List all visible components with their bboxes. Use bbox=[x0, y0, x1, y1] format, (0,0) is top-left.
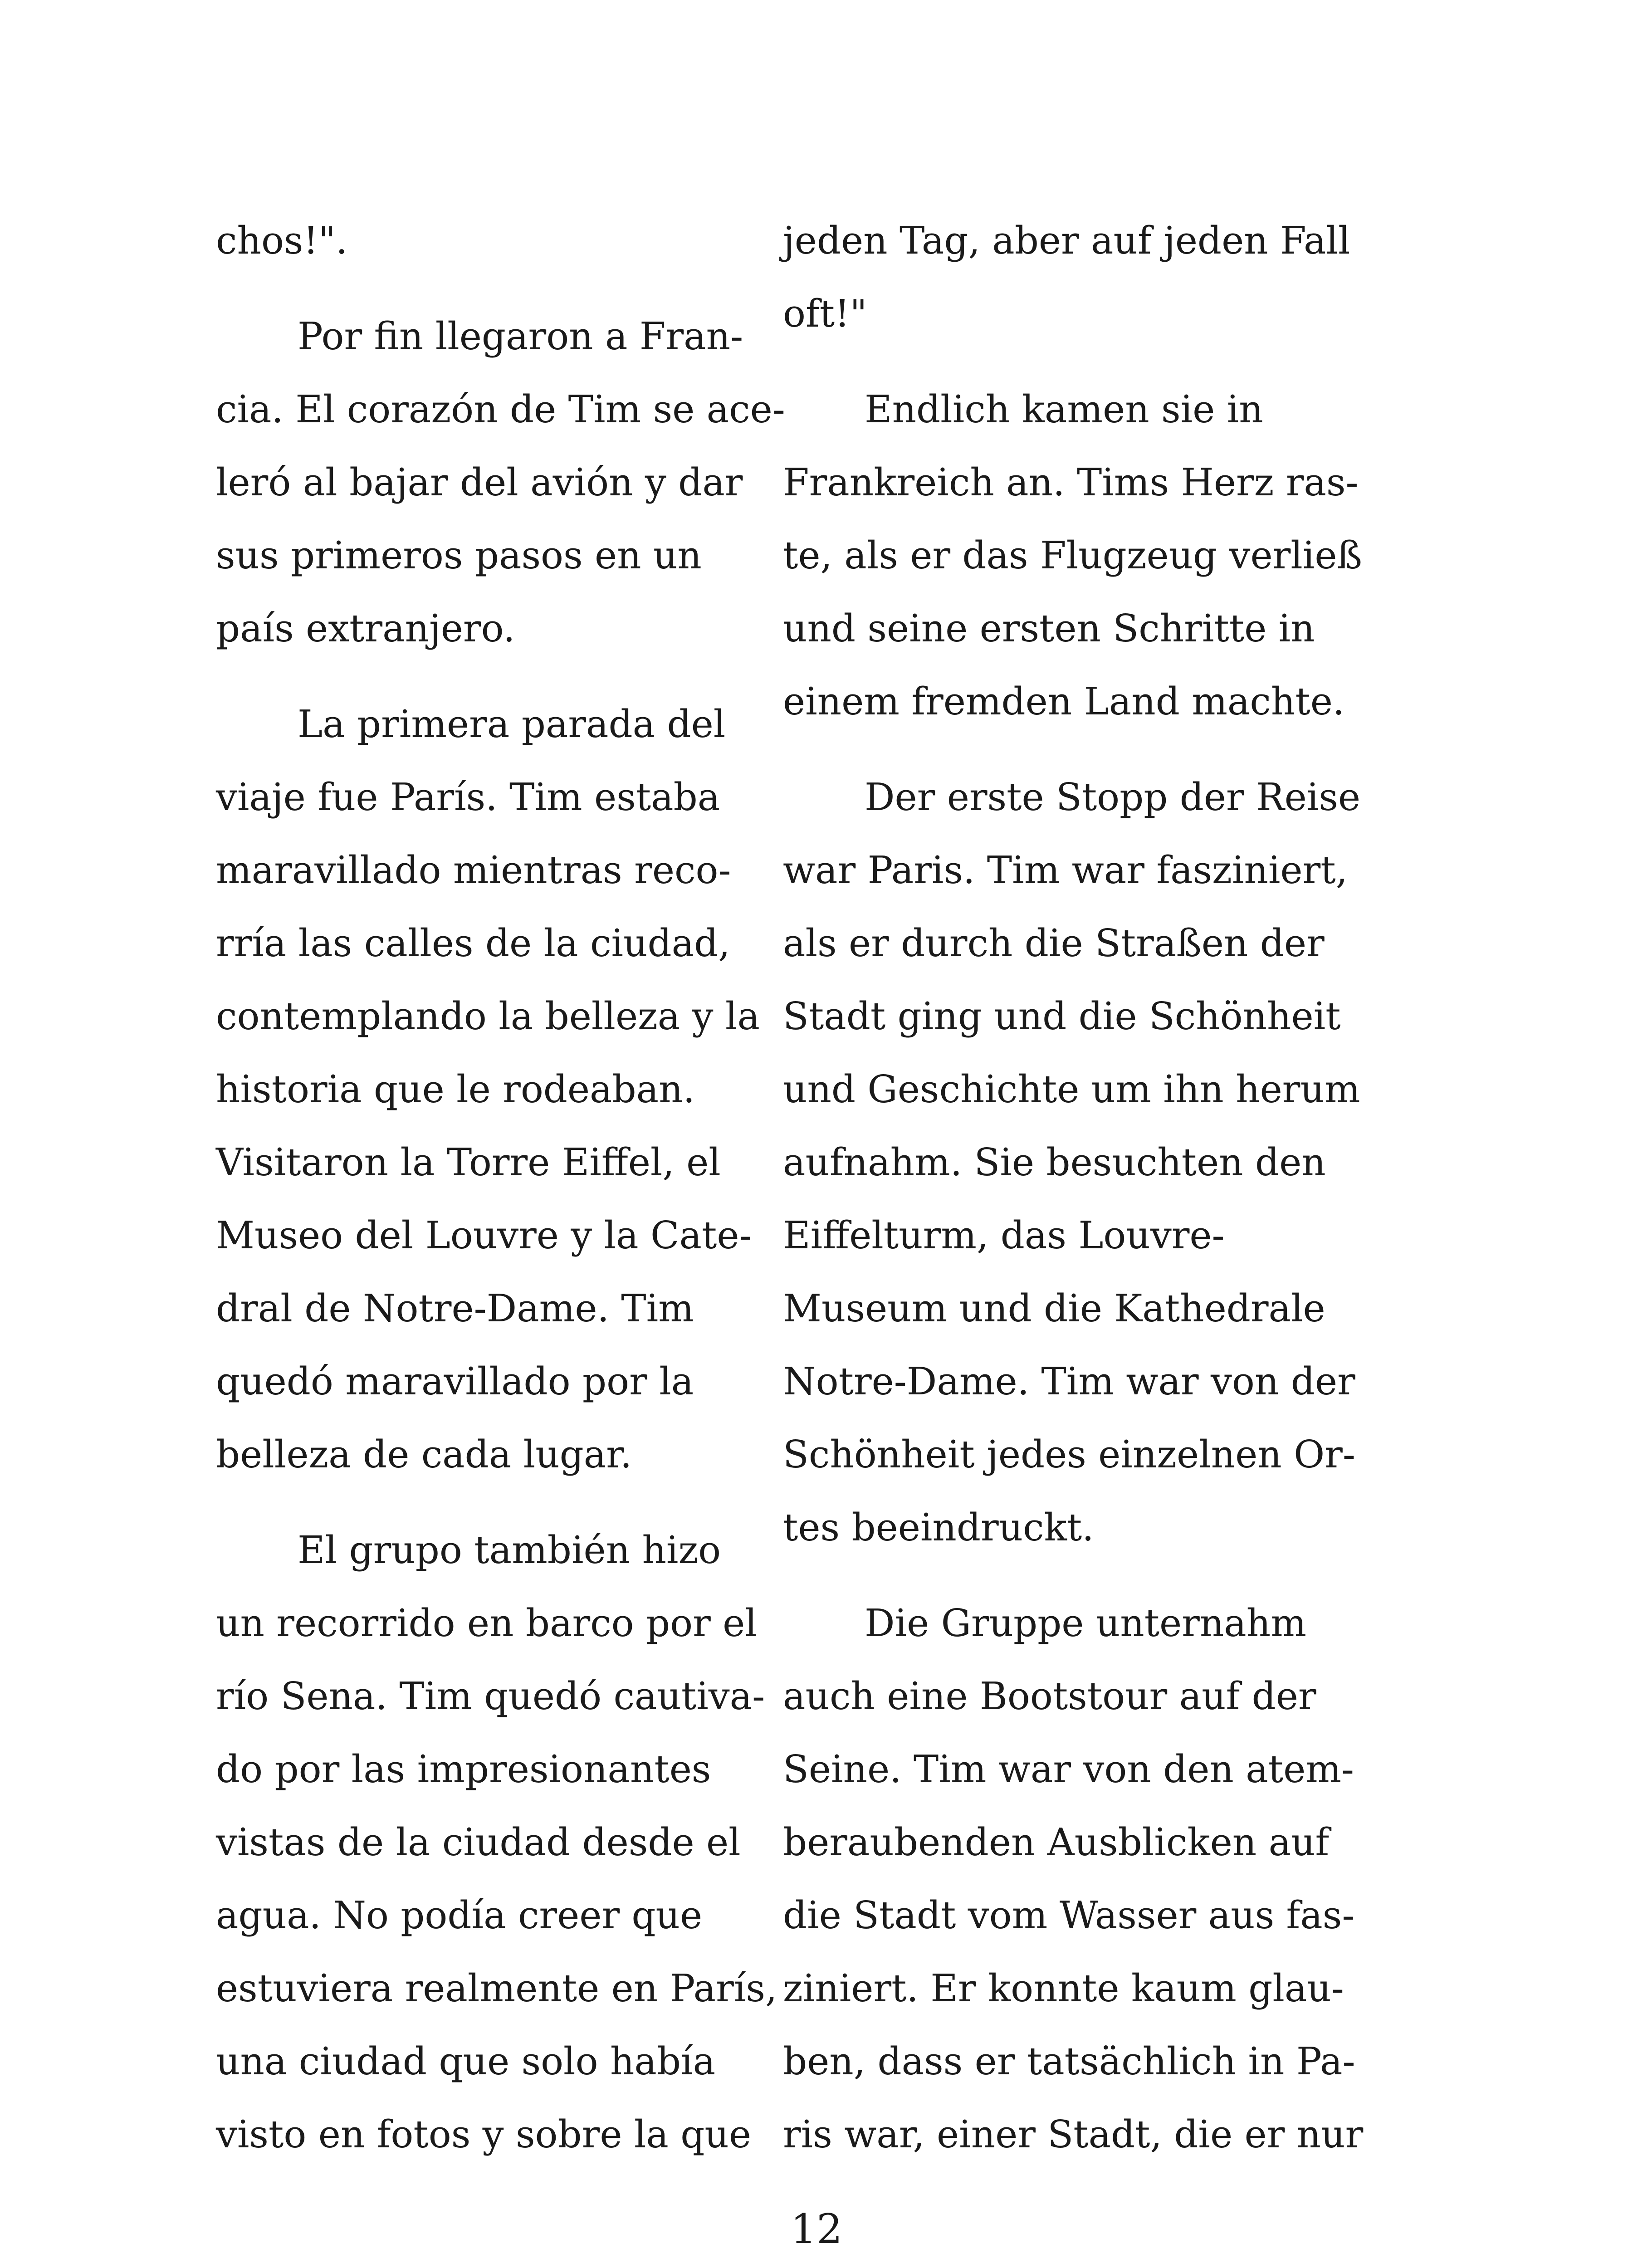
text-line: país extranjero. bbox=[216, 606, 515, 650]
text-line: historia que le rodeaban. bbox=[216, 1067, 695, 1111]
text-line: agua. No podía creer que bbox=[216, 1893, 703, 1937]
text-line: belleza de cada lugar. bbox=[216, 1432, 632, 1476]
text-line: Seine. Tim war von den atem- bbox=[783, 1747, 1354, 1791]
text-line: una ciudad que solo había bbox=[216, 2039, 716, 2083]
text-line: El grupo también hizo bbox=[298, 1528, 721, 1572]
text-line: estuviera realmente en París, bbox=[216, 1966, 777, 2010]
text-line: Visitaron la Torre Eiffel, el bbox=[216, 1140, 721, 1184]
paragraph bbox=[783, 1587, 1364, 2171]
paragraph bbox=[783, 204, 1350, 350]
text-line: Stadt ging und die Schönheit bbox=[783, 994, 1341, 1038]
text-line: cia. El corazón de Tim se ace- bbox=[216, 387, 785, 431]
text-line: oft!" bbox=[783, 292, 867, 336]
text-line: Eiffelturm, das Louvre- bbox=[783, 1213, 1225, 1257]
paragraph bbox=[216, 688, 760, 1491]
paragraph bbox=[783, 373, 1362, 738]
text-line: leró al bajar del avión y dar bbox=[216, 460, 743, 504]
text-line: dral de Notre-Dame. Tim bbox=[216, 1286, 694, 1330]
paragraph bbox=[216, 204, 751, 277]
text-line: jeden Tag, aber auf jeden Fall bbox=[783, 219, 1350, 263]
paragraph bbox=[216, 300, 785, 665]
text-line: beraubenden Ausblicken auf bbox=[783, 1820, 1330, 1864]
paragraph bbox=[783, 761, 1360, 1564]
paragraph bbox=[216, 1514, 777, 2171]
text-line: Schönheit jedes einzelnen Or- bbox=[783, 1432, 1355, 1476]
text-line: Notre-Dame. Tim war von der bbox=[783, 1359, 1355, 1403]
text-line: die Stadt vom Wasser aus fas- bbox=[783, 1893, 1355, 1937]
text-line: Der erste Stopp der Reise bbox=[865, 775, 1360, 819]
text-line: La primera parada del bbox=[298, 702, 726, 746]
text-line: und seine ersten Schritte in bbox=[783, 606, 1315, 650]
page-number: 12 bbox=[790, 2205, 843, 2253]
text-line: te, als er das Flugzeug verließ bbox=[783, 533, 1362, 577]
german-column bbox=[783, 204, 1364, 2194]
text-line: quedó maravillado por la bbox=[216, 1359, 694, 1403]
text-line: ben, dass er tatsächlich in Pa- bbox=[783, 2039, 1355, 2083]
spanish-column bbox=[216, 204, 785, 2194]
text-line: contemplando la belleza y la bbox=[216, 994, 760, 1038]
text-line: visto en fotos y sobre la que bbox=[216, 2112, 751, 2156]
text-line: ziniert. Er konnte kaum glau- bbox=[783, 1966, 1344, 2010]
text-line: Museum und die Kathedrale bbox=[783, 1286, 1325, 1330]
text-line: als er durch die Straßen der bbox=[783, 921, 1325, 965]
text-line: einem fremden Land machte. bbox=[783, 679, 1345, 723]
text-line: río Sena. Tim quedó cautiva- bbox=[216, 1674, 765, 1718]
text-line: tes beeindruckt. bbox=[783, 1505, 1094, 1549]
text-line: do por las impresionantes bbox=[216, 1747, 711, 1791]
text-line: un recorrido en barco por el bbox=[216, 1601, 757, 1645]
text-line: maravillado mientras reco- bbox=[216, 848, 731, 892]
text-line: chos!". bbox=[216, 219, 348, 263]
text-line: ris war, einer Stadt, die er nur bbox=[783, 2112, 1364, 2156]
text-line: Endlich kamen sie in bbox=[865, 387, 1263, 431]
text-line: vistas de la ciudad desde el bbox=[216, 1820, 741, 1864]
text-line: und Geschichte um ihn herum bbox=[783, 1067, 1360, 1111]
text-line: aufnahm. Sie besuchten den bbox=[783, 1140, 1326, 1184]
text-line: Museo del Louvre y la Cate- bbox=[216, 1213, 752, 1257]
text-line: war Paris. Tim war fasziniert, bbox=[783, 848, 1348, 892]
text-line: Frankreich an. Tims Herz ras- bbox=[783, 460, 1359, 504]
text-line: auch eine Bootstour auf der bbox=[783, 1674, 1316, 1718]
text-line: Por fin llegaron a Fran- bbox=[298, 314, 743, 358]
text-line: Die Gruppe unternahm bbox=[865, 1601, 1306, 1645]
text-line: viaje fue París. Tim estaba bbox=[216, 775, 720, 819]
text-line: rría las calles de la ciudad, bbox=[216, 921, 730, 965]
text-line: sus primeros pasos en un bbox=[216, 533, 702, 577]
